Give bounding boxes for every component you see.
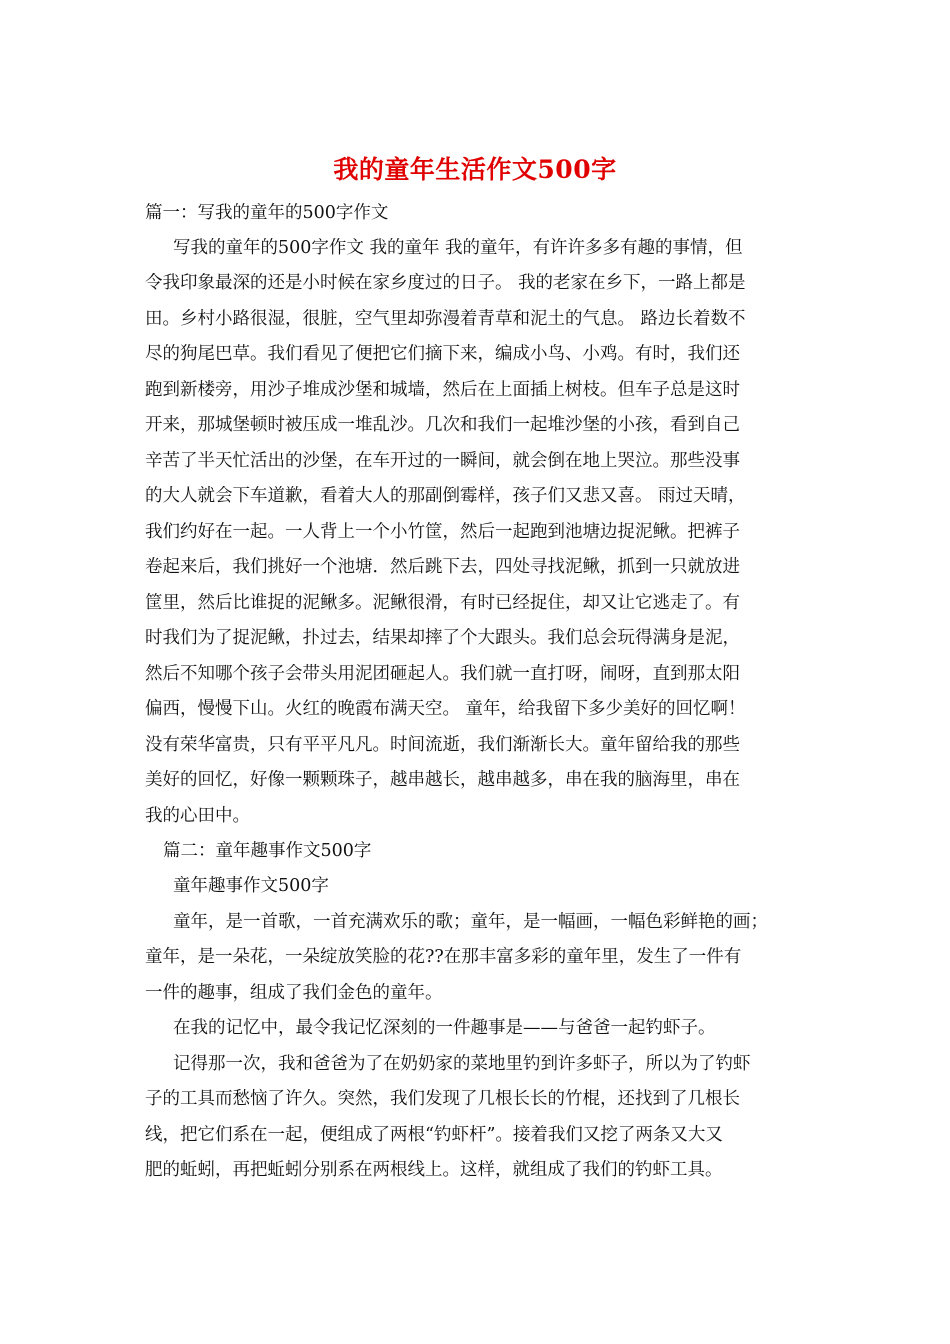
sub-title: 童年趣事作文500字 bbox=[173, 876, 329, 896]
paragraph-line: 我们约好在一起。一人背上一个小竹筐，然后一起跑到池塘边捉泥鳅。把裤子 bbox=[145, 522, 740, 542]
paragraph-line: 尽的狗尾巴草。我们看见了便把它们摘下来，编成小鸟、小鸡。有时，我们还 bbox=[145, 344, 740, 364]
paragraph-line: 偏西，慢慢下山。火红的晚霞布满天空。 童年，给我留下多少美好的回忆啊！ bbox=[145, 699, 746, 719]
paragraph-line: 跑到新楼旁，用沙子堆成沙堡和城墙，然后在上面插上树枝。但车子总是这时 bbox=[145, 380, 740, 400]
paragraph-line: 田。乡村小路很湿，很脏，空气里却弥漫着青草和泥土的气息。 路边长着数不 bbox=[145, 309, 746, 329]
paragraph-line: 美好的回忆，好像一颗颗珠子，越串越长，越串越多，串在我的脑海里，串在 bbox=[145, 770, 740, 790]
paragraph-line: 卷起来后，我们挑好一个池塘．然后跳下去，四处寻找泥鳅，抓到一只就放进 bbox=[145, 557, 740, 577]
paragraph-line: 我的心田中。 bbox=[145, 806, 250, 826]
paragraph-line: 的大人就会下车道歉，看着大人的那副倒霉样，孩子们又悲又喜。 雨过天晴， bbox=[145, 486, 746, 506]
paragraph-line: 肥的蚯蚓，再把蚯蚓分别系在两根线上。这样，就组成了我们的钓虾工具。 bbox=[145, 1160, 723, 1180]
section-heading-2: 篇二：童年趣事作文500字 bbox=[163, 841, 372, 861]
paragraph-line: 一件的趣事，组成了我们金色的童年。 bbox=[145, 983, 443, 1003]
paragraph-line: 辛苦了半天忙活出的沙堡，在车开过的一瞬间，就会倒在地上哭泣。那些没事 bbox=[145, 451, 740, 471]
paragraph-line: 令我印象最深的还是小时候在家乡度过的日子。 我的老家在乡下，一路上都是 bbox=[145, 273, 746, 293]
document-title: 我的童年生活作文500字 bbox=[333, 155, 617, 184]
paragraph-line: 开来，那城堡顿时被压成一堆乱沙。几次和我们一起堆沙堡的小孩，看到自己 bbox=[145, 415, 740, 435]
paragraph-line: 时我们为了捉泥鳅，扑过去，结果却摔了个大跟头。我们总会玩得满身是泥， bbox=[145, 628, 740, 648]
section-heading-1: 篇一：写我的童年的500字作文 bbox=[145, 203, 389, 223]
paragraph-line: 在我的记忆中，最令我记忆深刻的一件趣事是——与爸爸一起钓虾子。 bbox=[173, 1018, 716, 1038]
paragraph-line: 然后不知哪个孩子会带头用泥团砸起人。我们就一直打呀，闹呀，直到那太阳 bbox=[145, 664, 740, 684]
paragraph-line: 子的工具而愁恼了许久。突然，我们发现了几根长长的竹棍，还找到了几根长 bbox=[145, 1089, 740, 1109]
paragraph-line: 线，把它们系在一起，便组成了两根“钓虾杆”。接着我们又挖了两条又大又 bbox=[145, 1125, 723, 1145]
paragraph-line: 童年，是一首歌，一首充满欢乐的歌；童年，是一幅画，一幅色彩鲜艳的画； bbox=[173, 912, 768, 932]
paragraph-line: 筐里，然后比谁捉的泥鳅多。泥鳅很滑，有时已经捉住，却又让它逃走了。有 bbox=[145, 593, 740, 613]
paragraph-line: 没有荣华富贵，只有平平凡凡。时间流逝，我们渐渐长大。童年留给我的那些 bbox=[145, 735, 740, 755]
paragraph-line: 记得那一次，我和爸爸为了在奶奶家的菜地里钓到许多虾子，所以为了钓虾 bbox=[173, 1054, 751, 1074]
paragraph-line: 童年，是一朵花，一朵绽放笑脸的花??在那丰富多彩的童年里，发生了一件有 bbox=[145, 947, 742, 967]
paragraph-line: 写我的童年的500字作文 我的童年 我的童年，有许许多多有趣的事情，但 bbox=[173, 238, 743, 258]
